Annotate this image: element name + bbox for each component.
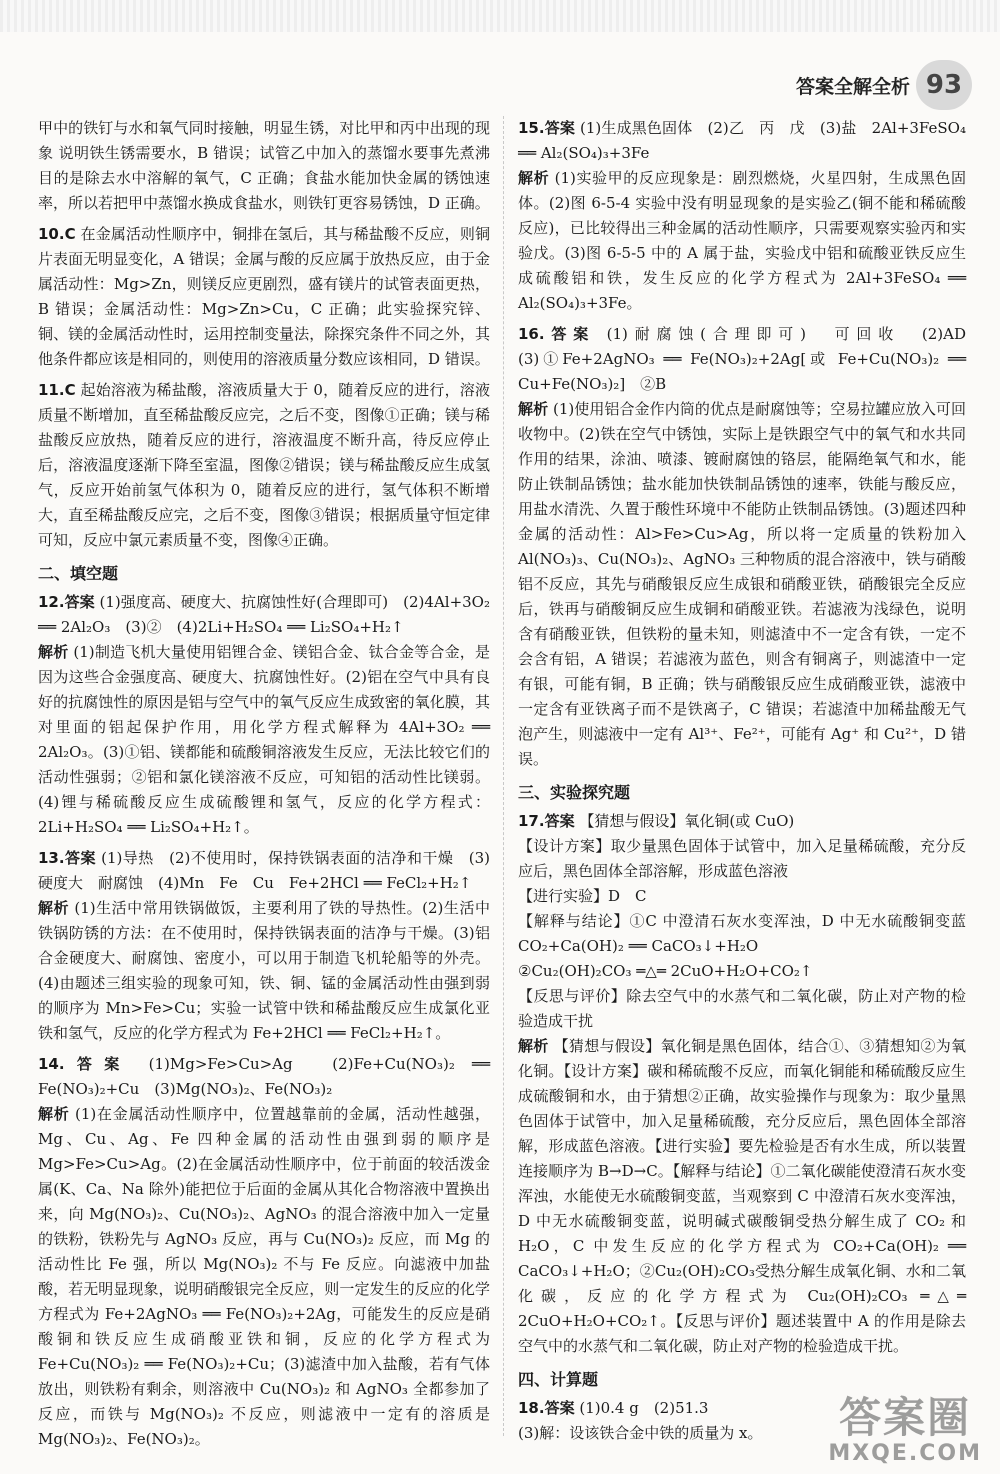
page-number-badge: 93 — [916, 60, 972, 110]
answer-16-answer: (1)耐腐蚀(合理即可) 可回收 (2)AD (3)①Fe+2AgNO₃ ══ Fe(NO₃)₂+2Ag[或 Fe+Cu(NO₃)₂ ══ Cu+Fe(NO₃)₂] ②B — [518, 325, 982, 393]
left-column — [38, 116, 490, 1452]
analysis-16-label: 解析 — [518, 400, 549, 418]
answer-12-answer: (1)强度高、硬度大、抗腐蚀性好(合理即可) (2)4Al+3O₂ ══ 2Al₂O₃ (3)② (4)2Li+H₂SO₄ ══ Li₂SO₄+H₂↑ — [38, 593, 490, 636]
answer-15-answer: (1)生成黑色固体 (2)乙 丙 戊 (3)盐 2Al+3FeSO₄ ══ Al₂(SO₄)₃+3Fe — [518, 119, 966, 162]
right-column — [518, 116, 982, 1446]
analysis-15-label: 解析 — [518, 169, 550, 187]
answer-17-reflection: 【反思与评价】除去空气中的水蒸气和二氧化碳，防止对产物的检验造成干扰 — [518, 987, 966, 1030]
answer-11-number: 11.C — [38, 381, 76, 399]
answer-17-number: 17.答案 — [518, 812, 575, 830]
answer-17 — [518, 809, 966, 834]
watermark — [828, 1395, 982, 1466]
watermark-logo-text: 答案圈 — [839, 1393, 972, 1442]
analysis-13-text: (1)生活中常用铁锅做饭，主要利用了铁的导热性。(2)生活中铁锅防锈的方法：在不使用时，保持铁锅表面的洁净与干燥。(3)铝合金硬度大、耐腐蚀、密度小，可以用于制造飞机轮船等的外壳。(4)由题述三组实验的现象可知，铁、铜、锰的金属活动性由强到弱的顺序为 Mn>Fe>Cu；实验一试管中铁和稀盐酸反应生成氯化亚铁和氢气，反应的化学方程式为 Fe+2HCl ══ FeCl₂+H₂↑。 — [38, 899, 490, 1042]
section-heading-experiment: 三、实验探究题 — [518, 783, 631, 802]
answer-17-design: 【设计方案】取少量黑色固体于试管中，加入足量稀硫酸，充分反应后，黑色固体全部溶解，形成蓝色溶液 — [518, 837, 966, 880]
answer-continuation: 甲中的铁钉与水和氧气同时接触，明显生锈，对比甲和丙中出现的现象 说明铁生锈需要水，B 错误；试管乙中加入的蒸馏水要事先煮沸 目的是除去水中溶解的氧气，C 正确；食盐水能加快金属的锈蚀速率，所以若把甲中蒸馏水换成食盐水，则铁钉更容易锈蚀，D 正确。 — [38, 119, 490, 212]
analysis-16-text: (1)使用铝合金作内筒的优点是耐腐蚀等；空易拉罐应放入可回收物中。(2)铁在空气中锈蚀，实际上是铁跟空气中的氧气和水共同作用的结果，涂油、喷漆、镀耐腐蚀的铬层，能隔绝氧气和水，能防止铁制品锈蚀；盐水能加快铁制品锈蚀的速率，铁能与酸反应，用盐水清洗、久置于酸性环境中不能防止铁制品锈蚀。(3)题述四种金属的活动性：Al>Fe>Cu>Ag，所以将一定质量的铁粉加入 Al(NO₃)₃、Cu(NO₃)₂、AgNO₃ 三种物质的混合溶液中，铁与硝酸铝不反应，其先与硝酸银反应生成银和硝酸亚铁，硝酸银完全反应后，铁再与硝酸铜反应生成铜和硝酸亚铁。若滤液为浅绿色，说明含有硝酸亚铁，但铁粉的量未知，则滤渣中不一定含有铁，一定不会含有铝，A 错误；若滤液为蓝色，则含有铜离子，则滤渣中一定有银，可能有铜，B 正确；铁与硝酸银反应生成硝酸亚铁，滤液中一定含有亚铁离子而不是铁离子，C 错误；若滤渣中加稀盐酸无气泡产生，则滤液中一定有 Al³⁺、Fe²⁺，可能有 Ag⁺ 和 Cu²⁺，D 错误。 — [518, 400, 966, 768]
answer-12-number: 12.答案 — [38, 593, 95, 611]
column-divider — [503, 116, 504, 1436]
answer-18-solution: (3)解：设该铁合金中铁的质量为 x。 — [518, 1424, 763, 1442]
answer-16 — [518, 322, 982, 397]
header-title: 答案全解全析 — [795, 76, 910, 98]
analysis-15-text: (1)实验甲的反应现象是：剧烈燃烧，火星四射，生成黑色固体。(2)图 6-5-4 实验中没有明显现象的是实验乙(铜不能和稀硫酸反应)，已比较得出三种金属的活动性顺序，只需要观察实验丙和实验戊。(3)图 6-5-5 中的 A 属于盐，实验戊中铝和硫酸亚铁反应生成硫酸铝和铁，发生反应的化学方程式为 2Al+3FeSO₄ ══ Al₂(SO₄)₃+3Fe。 — [518, 169, 967, 312]
analysis-12-text: (1)制造飞机大量使用铝锂合金、镁铝合金、钛合金等合金，是因为这些合金强度高、硬度大、抗腐蚀性好。(2)铝在空气中具有良好的抗腐蚀性的原因是铝与空气中的氧气反应生成致密的氧化膜，其对里面的铝起保护作用，用化学方程式解释为 4Al+3O₂ ══ 2Al₂O₃。(3)①铝、镁都能和硫酸铜溶液发生反应，无法比较它们的活动性强弱；②铝和氯化镁溶液不反应，可知铝的活动性比镁弱。(4)锂与稀硫酸反应生成硫酸锂和氢气，反应的化学方程式：2Li+H₂SO₄ ══ Li₂SO₄+H₂↑。 — [38, 643, 490, 836]
analysis-14-text: (1)在金属活动性顺序中，位置越靠前的金属，活动性越强，Mg、Cu、Ag、Fe 四种金属的活动性由强到弱的顺序是 Mg>Fe>Cu>Ag。(2)在金属活动性顺序中，位于前面的较活泼金属(K、Ca、Na 除外)能把位于后面的金属从其化合物溶液中置换出来，向 Mg(NO₃)₂、Cu(NO₃)₂、AgNO₃ 的混合溶液中加入一定量的铁粉，铁粉先与 AgNO₃ 反应，再与 Cu(NO₃)₂ 反应，而 Mg 的活动性比 Fe 强，所以 Mg(NO₃)₂ 不与 Fe 反应。向滤液中加盐酸，若无明显现象，说明硝酸银完全反应，则一定发生的反应的化学方程式为 Fe+2AgNO₃ ══ Fe(NO₃)₂+2Ag，可能发生的反应是硝酸铜和铁反应生成硝酸亚铁和铜，反应的化学方程式为 Fe+Cu(NO₃)₂ ══ Fe(NO₃)₂+Cu；(3)滤渣中加入盐酸，若有气体放出，则铁粉有剩余，则溶液中 Cu(NO₃)₂ 和 AgNO₃ 全都参加了反应，而铁与 Mg(NO₃)₂ 不反应，则滤液中一定有的溶质是 Mg(NO₃)₂、Fe(NO₃)₂。 — [38, 1105, 490, 1448]
answer-15-number: 15.答案 — [518, 119, 576, 137]
answer-13-answer: (1)导热 (2)不使用时，保持铁锅表面的洁净和干燥 (3)硬度大 耐腐蚀 (4)Mn Fe Cu Fe+2HCl ══ FeCl₂+H₂↑ — [38, 849, 491, 892]
answer-17-conclusion: 【解释与结论】①C 中澄清石灰水变浑浊，D 中无水硫酸铜变蓝 CO₂+Ca(OH)₂ ══ CaCO₃↓+H₂O — [518, 912, 982, 955]
answer-11 — [38, 378, 490, 553]
answer-17-equation: ②Cu₂(OH)₂CO₃ ═△═ 2CuO+H₂O+CO₂↑ — [518, 962, 813, 980]
answer-10-text: 在金属活动性顺序中，铜排在氢后，其与稀盐酸不反应，则铜片表面无明显变化，A 错误；金属与酸的反应属于放热反应，由于金属活动性：Mg>Zn，则镁反应更剧烈，盛有镁片的试管表面更热，B 错误；金属活动性：Mg>Zn>Cu，C 正确；此实验探究锌、铜、镁的金属活动性时，运用控制变量法，除探究条件不同之外，其他条件都应该是相同的，则使用的溶液质量分数应该相同，D 错误。 — [38, 225, 490, 368]
answer-13-number: 13.答案 — [38, 849, 96, 867]
section-heading-fill-in: 二、填空题 — [38, 564, 119, 583]
analysis-14-label: 解析 — [38, 1105, 70, 1123]
analysis-17-label: 解析 — [518, 1037, 549, 1055]
answer-16-number: 16.答案 — [518, 325, 596, 343]
answer-15 — [518, 116, 966, 166]
answer-11-text: 起始溶液为稀盐酸，溶液质量大于 0，随着反应的进行，溶液质量不断增加，直至稀盐酸反应完，之后不变，图像①正确；镁与稀盐酸反应放热，随着反应的进行，溶液温度不断升高，待反应停止后，溶液温度逐渐下降至室温，图像②错误；镁与稀盐酸反应生成氢气，反应开始前氢气体积为 0，随着反应的进行，氢气体积不断增大，直至稀盐酸反应完，之后不变，图像③错误；根据质量守恒定律可知，反应中氯元素质量不变，图像④正确。 — [38, 381, 490, 549]
answer-12 — [38, 590, 490, 640]
answer-18-answer: (1)0.4 g (2)51.3 — [574, 1399, 709, 1417]
analysis-16 — [518, 397, 966, 772]
answer-18-number: 18.答案 — [518, 1399, 575, 1417]
analysis-13 — [38, 896, 490, 1046]
watermark-url: MXQE.COM — [828, 1441, 982, 1466]
answer-14 — [38, 1052, 490, 1102]
analysis-12 — [38, 640, 490, 840]
answer-13 — [38, 846, 490, 896]
analysis-13-label: 解析 — [38, 899, 70, 917]
answer-14-number: 14.答案 — [38, 1055, 132, 1073]
top-texture — [0, 0, 1000, 32]
answer-17-hypothesis: 【猜想与假设】氧化铜(或 CuO) — [574, 812, 795, 830]
answer-14-answer: (1)Mg>Fe>Cu>Ag (2)Fe+Cu(NO₃)₂ ══ Fe(NO₃)₂+Cu (3)Mg(NO₃)₂、Fe(NO₃)₂ — [38, 1055, 490, 1098]
section-heading-calculation: 四、计算题 — [518, 1370, 599, 1389]
analysis-17-text: 【猜想与假设】氧化铜是黑色固体，结合①、③猜想知②为氧化铜。【设计方案】碳和稀硫酸不反应，而氧化铜能和稀硫酸反应生成硫酸铜和水，由于猜想②正确，故实验操作与现象为：取少量黑色固体于试管中，加入足量稀硫酸，充分反应后，黑色固体全部溶解，形成蓝色溶液。【进行实验】要先检验是否有水生成，所以装置连接顺序为 B→D→C。【解释与结论】①二氧化碳能使澄清石灰水变浑浊，水能使无水硫酸铜变蓝，当观察到 C 中澄清石灰水变浑浊，D 中无水硫酸铜变蓝，说明碱式碳酸铜受热分解生成了 CO₂ 和 H₂O，C 中发生反应的化学方程式为 CO₂+Ca(OH)₂ ══ CaCO₃↓+H₂O；②Cu₂(OH)₂CO₃受热分解生成氧化铜、水和二氧化碳，反应的化学方程式为 Cu₂(OH)₂CO₃ ═△═ 2CuO+H₂O+CO₂↑。【反思与评价】题述装置中 A 的作用是除去空气中的水蒸气和二氧化碳，防止对产物的检验造成干扰。 — [518, 1037, 966, 1355]
analysis-15 — [518, 166, 966, 316]
analysis-14 — [38, 1102, 490, 1452]
analysis-12-label: 解析 — [38, 643, 69, 661]
answer-10-number: 10.C — [38, 225, 76, 243]
answer-17-experiment: 【进行实验】D C — [518, 887, 647, 905]
analysis-17 — [518, 1034, 966, 1359]
answer-10 — [38, 222, 490, 372]
